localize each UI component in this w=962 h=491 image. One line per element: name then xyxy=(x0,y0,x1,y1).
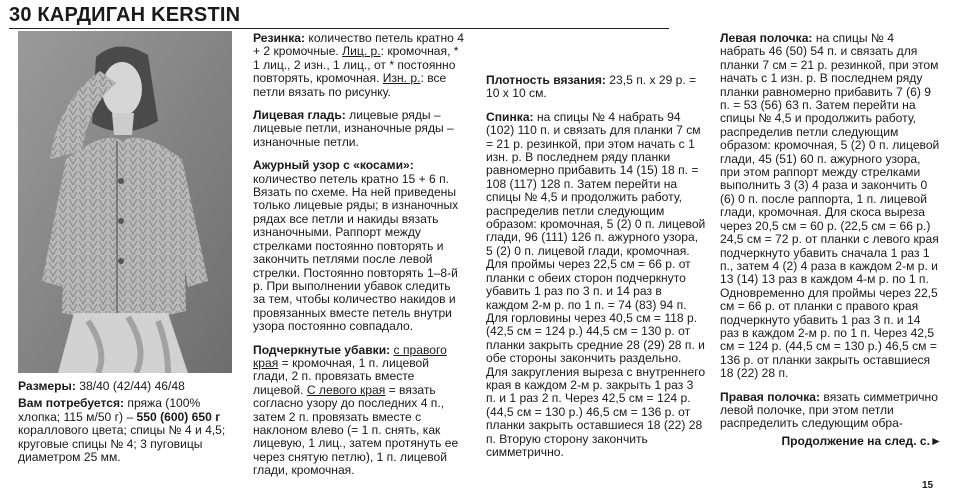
page-number: 15 xyxy=(922,480,934,491)
decreases-paragraph xyxy=(253,344,466,478)
article-title: 30 КАРДИГАН KERSTIN xyxy=(9,4,669,29)
rib-text-2: : кромочная, * 1 лиц., 2 изн., 1 лиц., от * постоянно повторять, кромочная. xyxy=(253,44,459,86)
sizes-paragraph xyxy=(18,380,243,393)
lace-text: количество петель кратно 15 + 6 п. Вязать по схеме. На ней приведены только лицевые ряды; в изнаночных рядах все петли и накиды вязать изнаночными. Раппорт между стрелками постоянно повторять и закончить петлями после левой стрелки. Постоянно повторять 1–8-й р. При выполнении убавок следить за тем, чтобы количество накидов и провязанных вместе петель внутри узора постоянно совпадало. xyxy=(253,171,459,334)
left-front-text: на спицы № 4 набрать 46 (50) 54 п. и связать для планки 7 см = 21 р. резинкой, при этом начать с 1 изн. р. В последнем ряду планки равномерно прибавить 7 (6) 9 п. = 53 (56) 63 п. Затем перейти на спицы № 4,5 и продолжить работу, распределив петли следующим образом: кромочная, 5 (2) 0 п. лицевой глади, 45 (51) 60 п. ажурного узора, при этом раппорт между стрелками выполнить 3 (3) 4 раза и закончить 0 (6) 0 п. после раппорта, 1 п. лицевой глади, кромочная. Для скоса выреза через 20,5 см = 60 р. (22,5 см = 66 р.) 24,5 см = 72 р. от планки с левого края подчеркнуто убавить сначала 1 раз 1 п., затем 4 (2) 4 раза в каждом 2-м р. и 13 (14) 13 раз в каждом 4-м р. по 1 п. Одновременно для проймы через 22,5 см = 66 р. от планки с правого края подчеркнуто убавить 1 раз 3 п. и 14 раз в каждом 2-м р. по 1 п. Через 42,5 см = 124 р. (44,5 см = 130 р.) 46,5 см = 136 р. от планки закрыть оставшиеся 18 (22) 28 п. xyxy=(720,31,940,381)
stockinette-text: лицевые ряды – лицевые петли, изнаночные ряды – изнаночные петли. xyxy=(253,108,454,149)
lace-label: Ажурный узор с «косами»: xyxy=(253,158,414,173)
back-label: Спинка: xyxy=(486,109,534,124)
model-photo-illustration xyxy=(18,31,232,373)
sizes-label: Размеры: xyxy=(18,379,76,393)
materials-label: Вам потребуется: xyxy=(18,396,125,411)
continued-link[interactable]: Продолжение на след. с.► xyxy=(781,433,942,448)
gauge-paragraph xyxy=(486,74,706,101)
materials-yarn-weight: 550 (600) 650 г xyxy=(136,409,221,424)
back-paragraph xyxy=(486,111,706,460)
decreases-left-edge: С левого края xyxy=(306,382,386,397)
rib-label: Резинка: xyxy=(253,31,306,45)
lace-paragraph xyxy=(253,159,466,333)
rib-right-side-label: Лиц. р. xyxy=(342,44,381,59)
materials-text-1: пряжа (100% хлопка; 115 м/50 г) – xyxy=(18,396,201,424)
left-front-label: Левая полочка: xyxy=(720,31,813,45)
column-2 xyxy=(486,24,706,469)
sizes-text: 38/40 (42/44) 46/48 xyxy=(75,379,185,393)
right-front-label: Правая полочка: xyxy=(720,389,821,404)
rib-text-3: : все петли вязать по рисунку. xyxy=(253,71,447,99)
left-caption xyxy=(18,380,243,474)
column-1 xyxy=(253,32,466,488)
gauge-text: 23,5 п. x 29 р. = 10 x 10 см. xyxy=(486,73,697,101)
materials-text-2: кораллового цвета; спицы № 4 и 4,5; круговые спицы № 4; 3 пуговицы диаметром 25 мм. xyxy=(18,423,226,465)
decreases-text-2: = вязать согласно узору до последних 4 п., затем 2 п. провязать вместе с наклоном влево (= 1 п. снять, как лицевую, 1 лиц., затем протянуть ее через снятую петлю), 1 п. лицевой глади, кромочная. xyxy=(253,382,459,478)
rib-text-1: количество петель кратно 4 + 2 кромочные. xyxy=(253,31,464,59)
rib-paragraph xyxy=(253,32,466,99)
rib-wrong-side-label: Изн. р. xyxy=(382,71,421,86)
decreases-text-1: = кромочная, 1 п. лицевой глади, 2 п. провязать вместе лицевой. xyxy=(253,355,430,397)
right-front-paragraph xyxy=(720,391,942,431)
back-text: на спицы № 4 набрать 94 (102) 110 п. и связать для планки 7 см = 21 р. резинкой, при этом начать с 1 изн. р. В последнем ряду планки равномерно прибавить 14 (15) 18 п. = 108 (117) 128 п. Затем перейти на спицы № 4,5 и продолжить работу, распределив петли следующим образом: кромочная, 5 (2) 0 п. лицевой глади, 96 (111) 126 п. ажурного узора, 5 (2) 0 п. лицевой глади, кромочная. Для проймы через 22,5 см = 66 р. от планки с обеих сторон подчеркнуто убавить 1 раз по 3 п. и 14 раз в каждом 2-м р. по 1 п. = 74 (83) 94 п. Для горловины через 40,5 см = 118 р. (42,5 см = 124 р.) 44,5 см = 130 р. от планки закрыть средние 28 (29) 28 п. и обе стороны закончить раздельно. Для закругления выреза с внутреннего края в каждом 2-м р. закрыть 1 раз 3 п. и 1 раз 2 п. Через 42,5 см = 124 р. (44,5 см = 130 р.) 46,5 см = 136 р. от планки закрыть оставшиеся 18 (22) 28 п. Вторую сторону закончить симметрично. xyxy=(486,109,706,459)
gauge-label: Плотность вязания: xyxy=(486,73,606,87)
decreases-right-edge: с правого края xyxy=(253,342,447,370)
materials-paragraph xyxy=(18,397,243,464)
stockinette-paragraph xyxy=(253,109,466,149)
right-front-text: вязать симметрично левой полочке, при этом петли распределить следующим обра- xyxy=(720,389,938,431)
stockinette-label: Лицевая гладь: xyxy=(253,108,346,123)
model-photo xyxy=(18,31,232,373)
decreases-label: Подчеркнутые убавки: xyxy=(253,342,391,357)
column-3 xyxy=(720,32,942,448)
left-front-paragraph xyxy=(720,32,942,381)
